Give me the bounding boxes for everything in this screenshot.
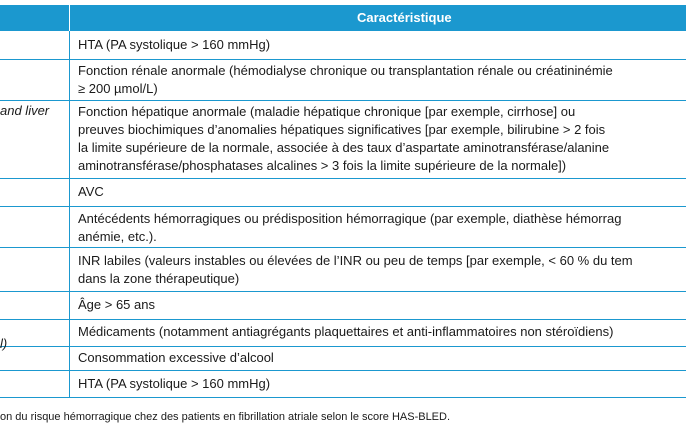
table-row [78,36,686,54]
cell-line: ≥ 200 µmol/L) [78,81,158,96]
row-rule [0,206,686,207]
table-row [78,296,686,314]
cell-line: Consommation excessive d’alcool [78,350,274,365]
row-rule [0,178,686,179]
table-row [78,349,686,367]
left-cell-fragment: l) [0,336,8,351]
table-bottom-rule [0,397,686,398]
table-header [0,5,686,31]
cell-line: preuves biochimiques d’anomalies hépatiques significatives [par exemple, bilirubine > 2 fois [78,122,606,137]
row-rule [0,346,686,347]
row-rule [0,291,686,292]
column-header-caracteristique: Caractéristique [357,10,452,25]
cell-line: Fonction rénale anormale (hémodialyse chronique ou transplantation rénale ou créatininémie [78,63,613,78]
cell-line: AVC [78,184,104,199]
table-row [78,62,686,98]
cell-line: Médicaments (notamment antiagrégants plaquettaires et anti-inflammatoires non stéroïdiens) [78,324,614,339]
row-rule [0,247,686,248]
row-rule [0,59,686,60]
column-divider [69,31,70,398]
cell-line: dans la zone thérapeutique) [78,271,240,286]
cell-line: INR labiles (valeurs instables ou élevées de l’INR ou peu de temps [par exemple, < 60 % du tem [78,253,633,268]
table-row [78,252,686,288]
table-row [78,375,686,393]
row-rule [0,370,686,371]
table-row [78,103,686,175]
cell-line: HTA (PA systolique > 160 mmHg) [78,376,271,391]
cell-line: aminotransférase/phosphatases alcalines > 3 fois la limite supérieure de la normale]) [78,158,567,173]
row-rule [0,319,686,320]
cell-line: anémie, etc.). [78,229,157,244]
cell-line: Fonction hépatique anormale (maladie hépatique chronique [par exemple, cirrhose] ou [78,104,576,119]
cell-line: HTA (PA systolique > 160 mmHg) [78,37,271,52]
row-rule [0,100,686,101]
cell-line: Âge > 65 ans [78,297,155,312]
table-row [78,323,686,341]
cell-line: la limite supérieure de la normale, associée à des taux d’aspartate aminotransférase/alanine [78,140,610,155]
table-row [78,183,686,201]
cell-line: Antécédents hémorragiques ou prédisposition hémorragique (par exemple, diathèse hémorrag [78,211,622,226]
header-divider [69,5,70,31]
table-row [78,210,686,246]
left-cell-fragment: and liver [0,103,50,118]
table-caption: on du risque hémorragique chez des patients en fibrillation atriale selon le score HAS-BLED. [0,411,451,423]
